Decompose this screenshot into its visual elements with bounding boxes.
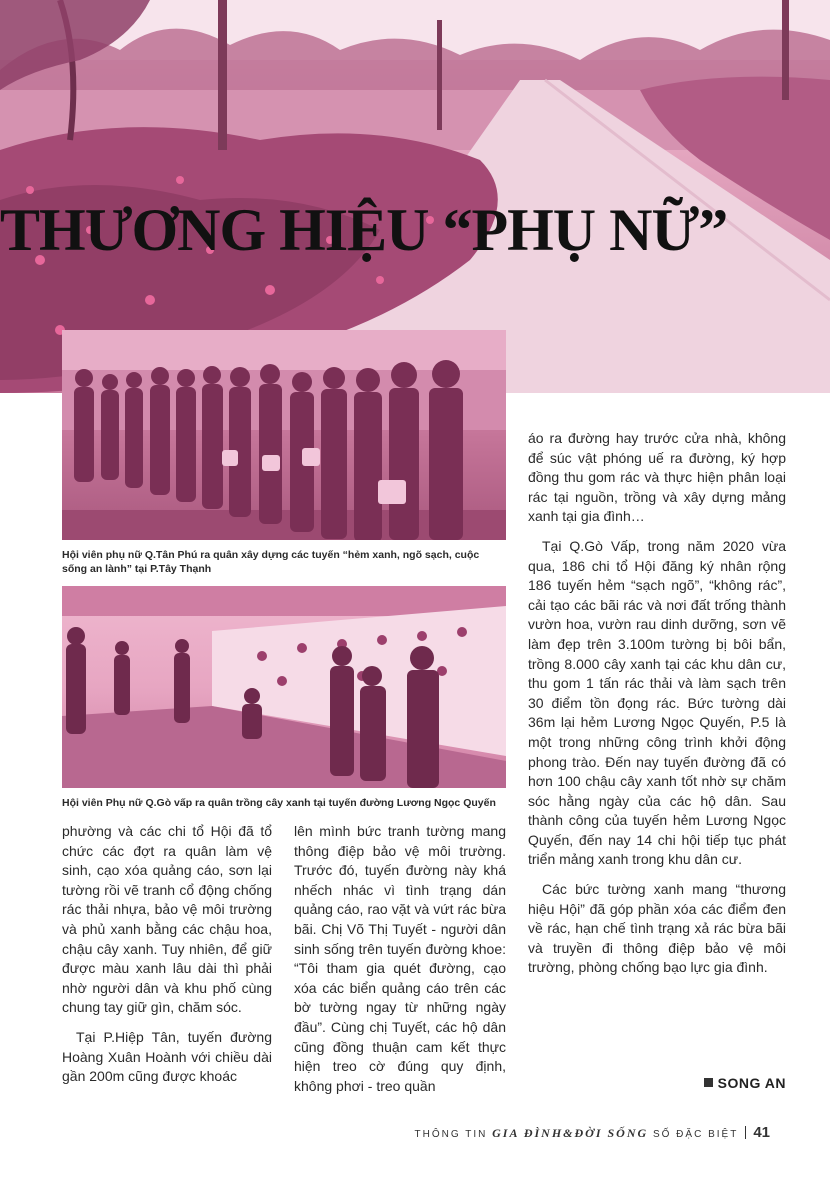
footer-suffix: SỐ ĐẶC BIỆT (652, 1129, 739, 1140)
magazine-name: GIA ĐÌNH&ĐỜI SỐNG (492, 1126, 649, 1140)
paragraph: lên mình bức tranh tường mang thông điệp bảo vệ môi trường. Trước đó, tuyến đường này khá nhếch nhác vì tình trạng dán quảng cáo, rao vặt và vứt rác bừa bãi. Chị Võ Thị Tuyết - người dân sinh sống trên tuyến đường khoe: “Tôi tham gia quét đường, cạo xóa các biển quảng cáo trên các bờ tường ngay từ những ngày đầu”. Cùng chị Tuyết, các hộ dân cũng đồng thuận cam kết thực hiện treo cờ đúng quy định, không phơi - treo quần (294, 823, 506, 1094)
paragraph: phường và các chi tổ Hội đã tổ chức các đợt ra quân làm vệ sinh, cạo xóa quảng cáo, sơn lại tường rồi vẽ tranh cổ động chống rác thải nhựa, bảo vệ môi trường và phủ xanh bằng các chậu hoa, chậu cây xanh. Tuy nhiên, để giữ được màu xanh lâu dài thì phải nhờ người dân và khu phố cùng chung tay giữ gìn, chăm sóc. (62, 823, 272, 1016)
square-bullet-icon (704, 1078, 713, 1087)
wall-planting-photo-go-vap (62, 586, 506, 788)
paragraph: Tại Q.Gò Vấp, trong năm 2020 vừa qua, 186 chi tổ Hội đăng ký nhân rộng 186 tuyến hẻm “sạch ngõ”, “không rác”, cải tạo các bãi rác và nơi đất trống thành vườn hoa, vườn rau dinh dưỡng, sơn vẽ làm đẹp trên 3.100m tường bị bôi bẩn, trồng 8.000 cây xanh tại các khu dân cư, thu gom 1 tấn rác thải và làm sạch trên 30 điểm tồn đọng rác. Bức tường dài 36m lại hẻm Lương Ngọc Quyến, P.5 là một trong những công trình khởi động phong trào. Đến nay tuyến đường đã có hơn 100 chậu cây xanh tốt nhờ sự chăm sóc hằng ngày của các hộ dân. Sau thành công của tuyến hẻm Lương Ngọc Quyến, đến nay 14 chi hội tiếp tục phát triển mảng xanh trong khu dân cư. (528, 537, 786, 868)
headline: THƯƠNG HIỆU “PHỤ NỮ” (0, 197, 728, 263)
paragraph: Tại P.Hiệp Tân, tuyến đường Hoàng Xuân Hoành với chiều dài gần 200m cũng được khoác (62, 1028, 272, 1085)
paragraph: áo ra đường hay trước cửa nhà, không để súc vật phóng uế ra đường, ký hợp đồng thu gom rác và thực hiện phân loại rác tại nguồn, trồng và xây dựng mảng xanh tại gia đình… (528, 430, 786, 525)
article-column-3 (528, 429, 786, 988)
article-column-2 (294, 822, 506, 1106)
page-footer (0, 1124, 770, 1141)
author-name: SONG AN (717, 1075, 786, 1091)
caption-photo-2: Hội viên Phụ nữ Q.Gò vấp ra quân trồng cây xanh tại tuyến đường Lương Ngọc Quyến (62, 797, 496, 809)
page-number: 41 (753, 1124, 770, 1141)
paragraph: Các bức tường xanh mang “thương hiệu Hội” đã góp phần xóa các điểm đen về rác, hạn chế tình trạng xả rác bừa bãi và truyền đi thông điệp bảo vệ môi trường, phòng chống bạo lực gia đình. (528, 881, 786, 976)
group-photo-tan-phu (62, 330, 506, 540)
footer-prefix: THÔNG TIN (414, 1129, 488, 1140)
byline (528, 1075, 786, 1091)
caption-photo-1: Hội viên phụ nữ Q.Tân Phú ra quân xây dựng các tuyến “hẻm xanh, ngõ sạch, cuộc sống an lành” tại P.Tây Thạnh (62, 549, 480, 575)
footer-divider (745, 1126, 746, 1139)
article-column-1 (62, 822, 272, 1097)
